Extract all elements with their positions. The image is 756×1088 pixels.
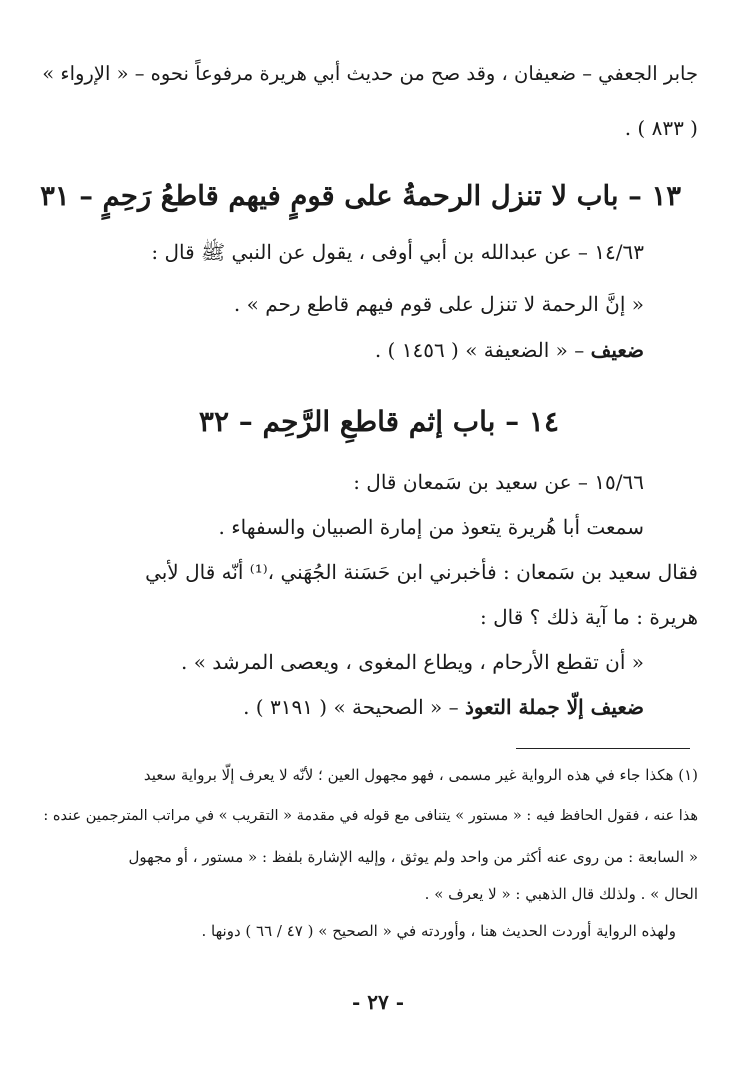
hadith-66-line-3: فقال سعيد بن سَمعان : فأخبرني ابن حَسَنة الجُهَني ،⁽¹⁾ أنّه قال لأبي [145, 560, 698, 584]
grading-label: ضعيف [590, 338, 644, 362]
chapter-heading-13: ١٣ – باب لا تنزل الرحمةُ على قومٍ فيهم قاطعُ رَحِمٍ – ٣١ [40, 180, 681, 212]
chapter-heading-14: ١٤ – باب إثم قاطعِ الرَّحِم – ٣٢ [198, 405, 559, 438]
footnote-separator [516, 748, 690, 749]
page-number: - ٢٧ - [351, 990, 404, 1014]
grading-source: – « الصحيحة » ( ٣١٩١ ) . [243, 695, 465, 719]
hadith-66-intro: ١٥/٦٦ – عن سعيد بن سَمعان قال : [353, 470, 644, 494]
hadith-66-grading [243, 695, 644, 719]
footnote-line-5: ولهذه الرواية أوردت الحديث هنا ، وأوردته في « الصحيح » ( ٤٧ / ٦٦ ) دونها . [201, 922, 676, 940]
hadith-63-intro: ١٤/٦٣ – عن عبدالله بن أبي أوفى ، يقول عن النبي ﷺ قال : [151, 240, 644, 264]
footnote-line-4: الحال » . ولذلك قال الذهبي : « لا يعرف » . [424, 885, 698, 903]
intro-line-1: جابر الجعفي – ضعيفان ، وقد صح من حديث أبي هريرة مرفوعاً نحوه – « الإرواء » [42, 62, 698, 85]
grading-source: – « الضعيفة » ( ١٤٥٦ ) . [374, 338, 591, 362]
grading-label: ضعيف إلّا جملة التعوذ [464, 695, 644, 719]
hadith-66-line-4: هريرة : ما آية ذلك ؟ قال : [480, 605, 698, 629]
footnote-line-1: (١) هكذا جاء في هذه الرواية غير مسمى ، فهو مجهول العين ؛ لأنّه لا يعرف إلّا برواية سعيد [143, 766, 698, 784]
hadith-63-text: « إنَّ الرحمة لا تنزل على قوم فيهم قاطع رحم » . [233, 292, 644, 316]
footnote-line-2: هذا عنه ، فقول الحافظ فيه : « مستور » يتنافى مع قوله في مقدمة « التقريب » في مراتب المترجمين عنده : [43, 808, 698, 824]
hadith-66-text: « أن تقطع الأرحام ، ويطاع المغوى ، ويعصى المرشد » . [180, 650, 644, 674]
hadith-63-grading [375, 338, 644, 362]
footnote-line-3: « السابعة : من روى عنه أكثر من واحد ولم يوثق ، وإليه الإشارة بلفظ : « مستور ، أو مجهول [128, 848, 698, 866]
hadith-66-line-2: سمعت أبا هُريرة يتعوذ من إمارة الصبيان والسفهاء . [218, 515, 644, 539]
intro-line-2: ( ٨٣٣ ) . [624, 116, 698, 140]
